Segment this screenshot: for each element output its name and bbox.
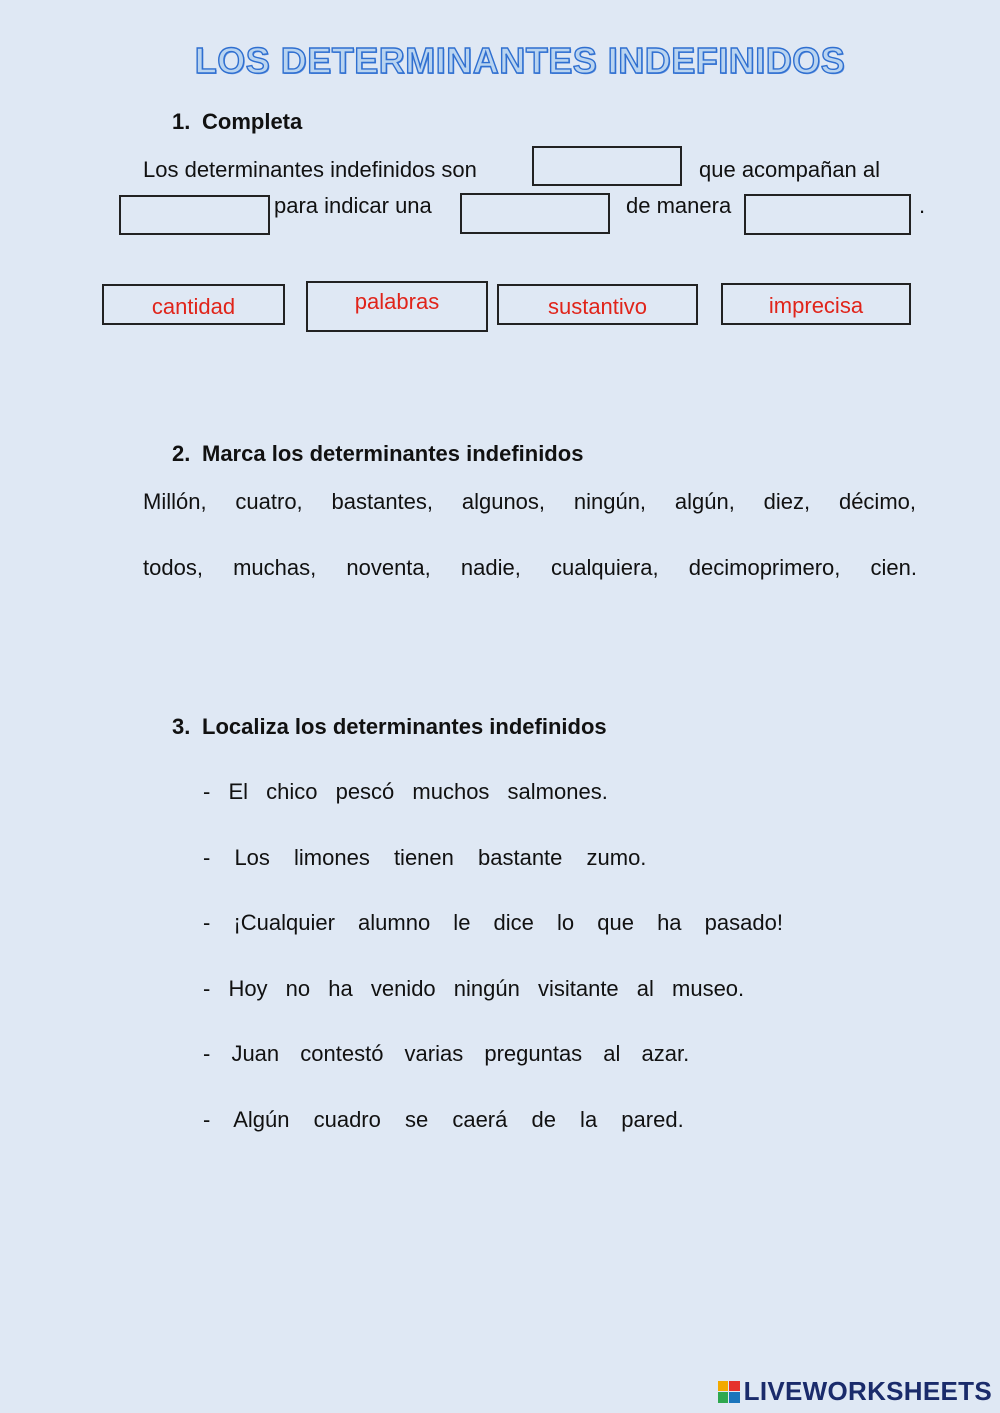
section-1-title: Completa: [202, 109, 303, 134]
section-1-heading: [172, 109, 302, 135]
blank-drop-zone-4[interactable]: [744, 194, 911, 235]
section-1-number: 1.: [172, 109, 191, 134]
page-title: LOS DETERMINANTES INDEFINIDOS: [194, 40, 846, 81]
sentence-1[interactable]: - El chico pescó muchos salmones.: [203, 779, 608, 804]
completa-text-1: Los determinantes indefinidos son: [143, 157, 477, 182]
sentence-3[interactable]: - ¡Cualquier alumno le dice lo que ha pasado!: [203, 910, 783, 935]
logo-text: LIVEWORKSHEETS: [743, 1376, 992, 1406]
answer-tile-cantidad[interactable]: cantidad: [102, 284, 285, 325]
sentence-6[interactable]: - Algún cuadro se caerá de la pared.: [203, 1107, 684, 1132]
section-2-title: Marca los determinantes indefinidos: [202, 441, 584, 466]
answer-tile-sustantivo[interactable]: sustantivo: [497, 284, 698, 325]
answer-tile-palabras[interactable]: palabras: [306, 281, 488, 332]
blank-drop-zone-3[interactable]: [460, 193, 610, 234]
word-list-line-2[interactable]: todos, muchas, noventa, nadie, cualquiera, decimoprimero, cien.: [143, 555, 917, 580]
answer-tile-imprecisa[interactable]: imprecisa: [721, 283, 911, 325]
sentence-2[interactable]: - Los limones tienen bastante zumo.: [203, 845, 647, 870]
sentence-5[interactable]: - Juan contestó varias preguntas al azar.: [203, 1041, 690, 1066]
section-2-heading: [172, 441, 583, 467]
section-3-heading: [172, 714, 607, 740]
completa-text-4: de manera: [626, 193, 732, 218]
blank-drop-zone-2[interactable]: [119, 195, 270, 235]
word-list-line-1[interactable]: Millón, cuatro, bastantes, algunos, ningún, algún, diez, décimo,: [143, 489, 916, 514]
section-3-title: Localiza los determinantes indefinidos: [202, 714, 607, 739]
completa-text-2: que acompañan al: [699, 157, 881, 182]
sentence-4[interactable]: - Hoy no ha venido ningún visitante al museo.: [203, 976, 745, 1001]
completa-text-3: para indicar una: [274, 193, 432, 218]
section-3-number: 3.: [172, 714, 191, 739]
liveworksheets-logo: [718, 1376, 992, 1407]
liveworksheets-logo-icon: [718, 1381, 740, 1403]
blank-drop-zone-1[interactable]: [532, 146, 682, 186]
section-2-number: 2.: [172, 441, 191, 466]
completa-text-5: .: [919, 193, 926, 218]
